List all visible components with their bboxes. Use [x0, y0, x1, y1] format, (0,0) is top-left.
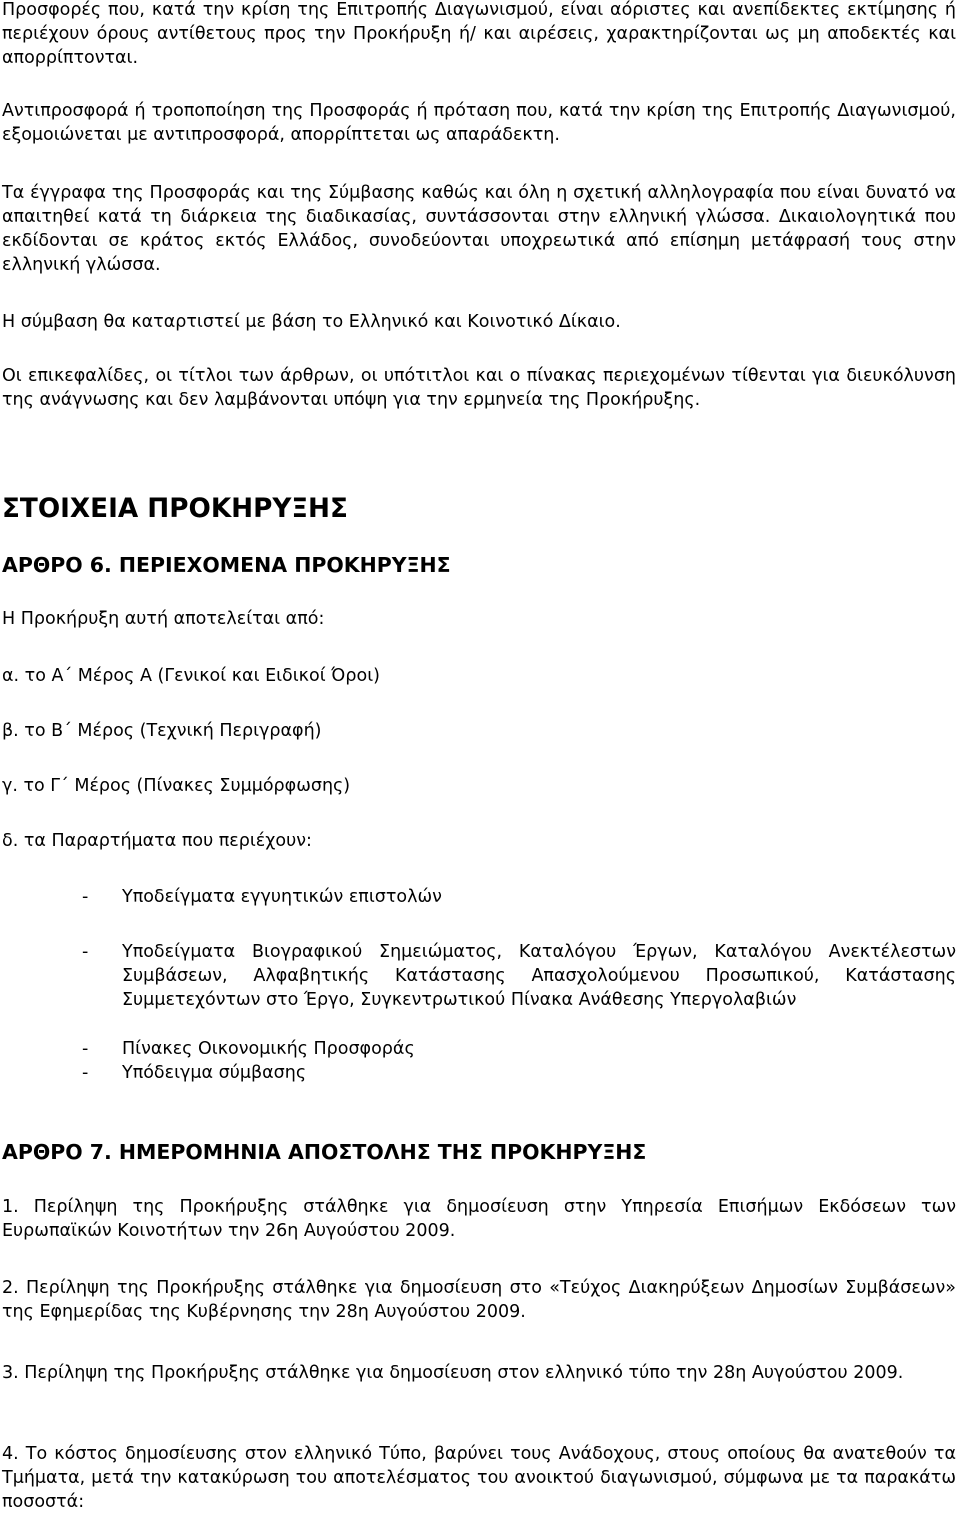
paragraph-counteroffer: Αντιπροσφορά ή τροποποίηση της Προσφοράς ή πρόταση που, κατά την κρίση της Επιτροπής Διαγωνισμού, εξομοιώνεται με αντιπροσφορά, απορρίπτεται ως απαράδεκτη.: [2, 101, 956, 145]
article-7-item: 2. Περίληψη της Προκήρυξης στάλθηκε για δημοσίευση στο «Τεύχος Διακηρύξεων Δημοσίων Συμβάσεων» της Εφημερίδας της Κυβέρνησης την 28η Αυγούστου 2009.: [2, 1278, 956, 1322]
paragraph-contract-law: Η σύμβαση θα καταρτιστεί με βάση το Ελληνικό και Κοινοτικό Δίκαιο.: [2, 312, 621, 332]
article-7-item: 3. Περίληψη της Προκήρυξης στάλθηκε για δημοσίευση στον ελληνικό τύπο την 28η Αυγούστου 2009.: [2, 1363, 904, 1383]
paragraph-headings: Οι επικεφαλίδες, οι τίτλοι των άρθρων, οι υπότιτλοι και ο πίνακας περιεχομένων τίθενται για διευκόλυνση της ανάγνωσης και δεν λαμβάνονται υπόψη για την ερμηνεία της Προκήρυξης.: [2, 366, 956, 410]
annex-item: Υπόδειγμα σύμβασης: [122, 1063, 307, 1083]
list-dash: -: [82, 1063, 89, 1083]
list-dash: -: [82, 1039, 89, 1059]
article-7-item: 4. Το κόστος δημοσίευσης στον ελληνικό Τύπο, βαρύνει τους Ανάδοχους, στους οποίους θα ανατεθούν τα Τμήματα, μετά την κατακύρωση του αποτελέσματος του ανοικτού διαγωνισμού, σύμφωνα με τα παρακάτω ποσοστά:: [2, 1444, 956, 1512]
annex-item: Υποδείγματα εγγυητικών επιστολών: [122, 887, 442, 907]
annex-item: Πίνακες Οικονομικής Προσφοράς: [122, 1039, 415, 1059]
list-item: β. το Β΄ Μέρος (Τεχνική Περιγραφή): [2, 721, 322, 741]
section-title: ΣΤΟΙΧΕΙΑ ΠΡΟΚΗΡΥΞΗΣ: [2, 494, 348, 524]
list-item: α. το Α΄ Μέρος Α (Γενικοί και Ειδικοί Όροι): [2, 666, 380, 686]
article-7-title: ΑΡΘΡΟ 7. ΗΜΕΡΟΜΗΝΙΑ ΑΠΟΣΤΟΛΗΣ ΤΗΣ ΠΡΟΚΗΡΥΞΗΣ: [2, 1140, 647, 1164]
annex-item: Υποδείγματα Βιογραφικού Σημειώματος, Καταλόγου Έργων, Καταλόγου Ανεκτέλεστων Συμβάσεων, Αλφαβητικής Κατάστασης Απασχολούμενου Προσωπικού, Κατάστασης Συμμετεχόντων στο Έργο, Συγκεντρωτικού Πίνακα Ανάθεσης Υπεργολαβιών: [122, 942, 956, 1010]
list-dash: -: [82, 887, 89, 907]
list-dash: -: [82, 942, 89, 962]
article-7-item: 1. Περίληψη της Προκήρυξης στάλθηκε για δημοσίευση στην Υπηρεσία Επισήμων Εκδόσεων των Ευρωπαϊκών Κοινοτήτων την 26η Αυγούστου 2009.: [2, 1197, 956, 1241]
list-item: γ. το Γ΄ Μέρος (Πίνακες Συμμόρφωσης): [2, 776, 351, 796]
paragraph-rejected-offers: Προσφορές που, κατά την κρίση της Επιτροπής Διαγωνισμού, είναι αόριστες και ανεπίδεκτες εκτίμησης ή περιέχουν όρους αντίθετους προς την Προκήρυξη ή/ και αιρέσεις, χαρακτηρίζονται ως μη αποδεκτές και απορρίπτονται.: [2, 0, 956, 68]
paragraph-language: Τα έγγραφα της Προσφοράς και της Σύμβασης καθώς και όλη η σχετική αλληλογραφία που είναι δυνατό να απαιτηθεί κατά τη διάρκεια της διαδικασίας, συντάσσονται στην ελληνική γλώσσα. Δικαιολογητικά που εκδίδονται σε κράτος εκτός Ελλάδος, συνοδεύονται υποχρεωτικά από επίσημη μετάφρασή τους στην ελληνική γλώσσα.: [2, 183, 956, 275]
list-item: δ. τα Παραρτήματα που περιέχουν:: [2, 831, 312, 851]
article-6-intro: Η Προκήρυξη αυτή αποτελείται από:: [2, 609, 325, 629]
article-6-title: ΑΡΘΡΟ 6. ΠΕΡΙΕΧΟΜΕΝΑ ΠΡΟΚΗΡΥΞΗΣ: [2, 553, 451, 577]
